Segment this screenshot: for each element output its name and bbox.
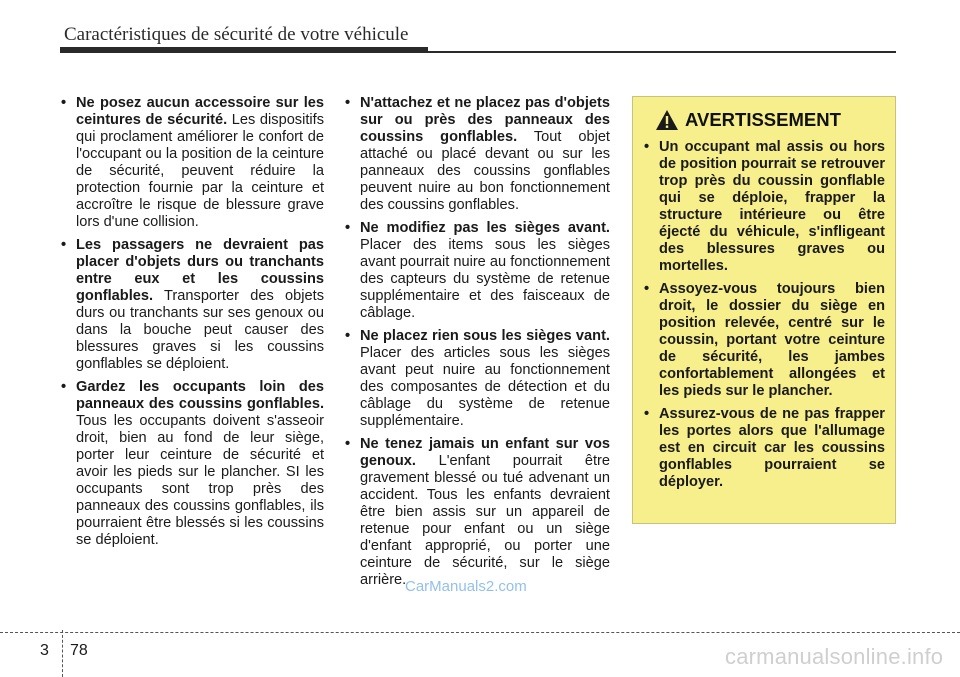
site-watermark: carmanualsonline.info <box>725 644 944 669</box>
left-column <box>60 95 324 555</box>
footer-rule <box>0 632 960 633</box>
bullet-item: • Ne tenez jamais un enfant sur vos genoux. L'enfant pourrait être gravement blessé ou tué advenant un accident. Tous les enfants devraient être bien assis sur un appareil de retenue pour enfant ou un siège d'enfant approprié, ou porter une ceinture de sécurité, sur le siège arrière. <box>344 436 610 589</box>
warning-header <box>655 109 885 131</box>
bullet-item: • Ne modifiez pas les sièges avant. Placer des items sous les sièges avant pourrait nuire au fonctionnement des capteurs du système de retenue supplémentaire et des faisceaux de câblage. <box>344 220 610 322</box>
warning-triangle-icon <box>655 109 679 131</box>
page-number: 78 <box>70 642 88 659</box>
footer-divider <box>62 630 63 677</box>
warning-item: • Assurez-vous de ne pas frapper les portes alors que l'allumage est en circuit car les coussins gonflables pourraient se déployer. <box>643 406 885 491</box>
warning-title: AVERTISSEMENT <box>685 109 841 130</box>
bullet-item: • N'attachez et ne placez pas d'objets sur ou près des panneaux des coussins gonflables. Tout objet attaché ou placé devant ou sur les panneaux des coussins gonflables peuvent nuire au bon fonctionnement des coussins gonflables. <box>344 95 610 214</box>
bullet-item: • Gardez les occupants loin des panneaux des coussins gonflables. Tous les occupants doivent s'asseoir droit, bien au fond de leur siège, porter leur ceinture de sécurité et avoir les pieds sur le plancher. SI les occupants sont trop près des panneaux des coussins gonflables, ils pourraient être blessés si les coussins se déploient. <box>60 379 324 549</box>
bullet-item: • Les passagers ne devraient pas placer d'objets durs ou tranchants entre eux et les coussins gonflables. Transporter des objets durs ou tranchants sur ses genoux ou dans la bouche peut causer des blessures graves si les coussins gonflables se déploient. <box>60 237 324 373</box>
header-rule-thin <box>428 51 896 53</box>
bullet-item: • Ne placez rien sous les sièges vant. Placer des articles sous les sièges avant peut nuire au fonctionnement des composantes de détection et du câblage du système de retenue supplémentaire. <box>344 328 610 430</box>
chapter-number: 3 <box>40 642 49 659</box>
page-title: Caractéristiques de sécurité de votre véhicule <box>64 24 409 45</box>
warning-box <box>632 96 896 524</box>
watermark: CarManuals2.com <box>405 578 527 595</box>
warning-item: • Un occupant mal assis ou hors de position pourrait se retrouver trop près du coussin gonflable qui se déploie, frapper la structure intérieure ou être éjecté du véhicule, s'infligeant des blessures graves ou mortelles. <box>643 139 885 275</box>
bullet-item: • Ne posez aucun accessoire sur les ceintures de sécurité. Les dispositifs qui proclament améliorer le confort de l'occupant ou la position de la ceinture de sécurité, peuvent réduire la protection fournie par la ceinture et accroître le risque de blessure grave lors d'une collision. <box>60 95 324 231</box>
middle-column <box>344 95 610 595</box>
warning-item: • Assoyez-vous toujours bien droit, le dossier du siège en position relevée, centré sur le coussin, portant votre ceinture de sécurité, les jambes confortablement allongées et les pieds sur le plancher. <box>643 281 885 400</box>
header-rule <box>60 47 428 53</box>
